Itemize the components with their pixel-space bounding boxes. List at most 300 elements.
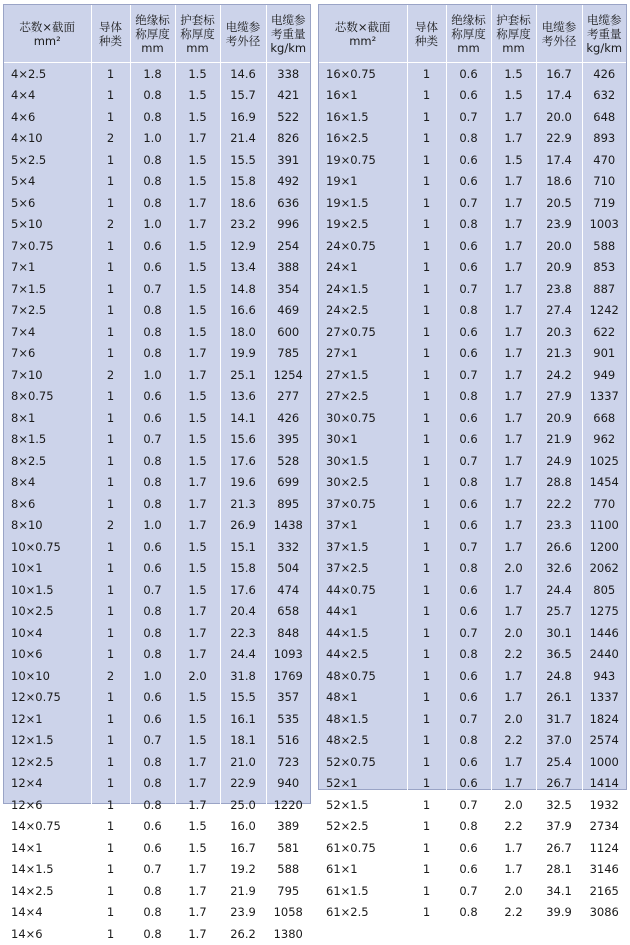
insulation-cell: 0.6 (446, 859, 491, 881)
spec-cell: 19×1 (319, 171, 407, 193)
spec-cell: 16×2.5 (319, 128, 407, 150)
conductor-cell: 1 (407, 773, 446, 795)
insulation-cell: 0.6 (130, 386, 175, 408)
conductor-cell: 1 (407, 364, 446, 386)
spec-cell: 37×1.5 (319, 536, 407, 558)
weight-cell: 1000 (589, 754, 619, 769)
diameter-cell: 15.1 (220, 536, 266, 558)
diameter-cell: 16.7 (536, 63, 582, 85)
table-row (319, 880, 626, 902)
spec-cell: 10×10 (4, 665, 91, 687)
conductor-cell: 1 (407, 235, 446, 257)
weight-cell: 632 (593, 88, 616, 103)
sheath-cell: 1.7 (175, 128, 220, 150)
table-row (319, 751, 626, 773)
diameter-cell: 18.6 (220, 192, 266, 214)
diameter-cell: 23.3 (536, 515, 582, 537)
sheath-cell: 1.7 (491, 235, 536, 257)
spec-cell: 19×1.5 (319, 192, 407, 214)
weight-cell: 2165 (589, 883, 619, 898)
diameter-cell: 18.1 (220, 730, 266, 752)
sheath-cell: 2.0 (175, 665, 220, 687)
table-row (319, 536, 626, 558)
diameter-cell: 18.6 (536, 171, 582, 193)
conductor-cell: 1 (407, 321, 446, 343)
table-row (319, 493, 626, 515)
insulation-cell: 0.8 (446, 214, 491, 236)
weight-cell: 940 (277, 776, 300, 791)
table-row (319, 708, 626, 730)
weight-cell: 996 (277, 217, 300, 232)
sheath-cell: 1.7 (491, 601, 536, 623)
insulation-cell: 0.8 (446, 558, 491, 580)
spec-cell: 27×1.5 (319, 364, 407, 386)
weight-cell: 1025 (589, 453, 619, 468)
spec-cell: 61×2.5 (319, 902, 407, 924)
spec-cell: 12×1.5 (4, 730, 91, 752)
weight-cell: 2734 (589, 819, 619, 834)
spec-cell: 5×10 (4, 214, 91, 236)
table-row (319, 128, 626, 150)
weight-cell: 1380 (273, 926, 303, 941)
conductor-cell: 1 (407, 622, 446, 644)
header-insulation: 绝缘标 称厚度 mm (130, 5, 175, 63)
insulation-cell: 0.6 (130, 407, 175, 429)
insulation-cell: 0.6 (446, 751, 491, 773)
table-row (319, 816, 626, 838)
conductor-cell: 1 (91, 687, 130, 709)
weight-cell: 2440 (589, 647, 619, 662)
weight-cell: 1242 (589, 303, 619, 318)
insulation-cell: 0.6 (446, 429, 491, 451)
spec-cell: 48×2.5 (319, 730, 407, 752)
spec-cell: 12×0.75 (4, 687, 91, 709)
conductor-cell: 1 (91, 63, 130, 85)
spec-cell: 10×2.5 (4, 601, 91, 623)
diameter-cell: 20.0 (536, 235, 582, 257)
insulation-cell: 1.0 (130, 665, 175, 687)
conductor-cell: 1 (91, 192, 130, 214)
conductor-cell: 1 (91, 902, 130, 924)
table-row (4, 128, 310, 150)
sheath-cell: 1.7 (491, 386, 536, 408)
diameter-cell: 22.2 (536, 493, 582, 515)
conductor-cell: 1 (91, 407, 130, 429)
spec-cell: 61×1 (319, 859, 407, 881)
weight-cell: 1824 (589, 711, 619, 726)
sheath-cell: 1.7 (175, 343, 220, 365)
insulation-cell: 0.8 (130, 751, 175, 773)
weight-cell: 848 (277, 625, 300, 640)
table-row (4, 558, 310, 580)
header-sheath: 护套标 称厚度 mm (491, 5, 536, 63)
sheath-cell: 1.5 (491, 149, 536, 171)
spec-cell: 48×0.75 (319, 665, 407, 687)
spec-cell: 8×6 (4, 493, 91, 515)
diameter-cell: 17.4 (536, 85, 582, 107)
weight-cell: 391 (277, 152, 300, 167)
spec-cell: 8×1 (4, 407, 91, 429)
weight-cell: 1769 (273, 668, 303, 683)
insulation-cell: 0.6 (446, 773, 491, 795)
insulation-cell: 0.8 (446, 816, 491, 838)
insulation-cell: 0.8 (130, 923, 175, 945)
sheath-cell: 2.2 (491, 730, 536, 752)
spec-cell: 30×1 (319, 429, 407, 451)
diameter-cell: 20.9 (536, 257, 582, 279)
spec-cell: 10×6 (4, 644, 91, 666)
weight-cell: 1200 (589, 539, 619, 554)
table-row (4, 794, 310, 816)
weight-cell: 1058 (273, 905, 303, 920)
sheath-cell: 1.7 (491, 192, 536, 214)
weight-cell: 1093 (273, 647, 303, 662)
spec-cell: 48×1.5 (319, 708, 407, 730)
sheath-cell: 1.7 (491, 472, 536, 494)
table-row (4, 687, 310, 709)
insulation-cell: 0.8 (130, 622, 175, 644)
weight-cell: 516 (277, 733, 300, 748)
conductor-cell: 1 (407, 558, 446, 580)
diameter-cell: 20.5 (536, 192, 582, 214)
weight-cell: 1124 (589, 840, 619, 855)
sheath-cell: 1.7 (491, 321, 536, 343)
diameter-cell: 32.6 (536, 558, 582, 580)
diameter-cell: 27.9 (536, 386, 582, 408)
weight-cell: 1438 (273, 518, 303, 533)
header-spec: 芯数×截面 mm² (4, 5, 91, 63)
sheath-cell: 1.7 (491, 407, 536, 429)
sheath-cell: 1.7 (175, 192, 220, 214)
conductor-cell: 1 (91, 472, 130, 494)
sheath-cell: 2.2 (491, 816, 536, 838)
table-row (319, 794, 626, 816)
conductor-cell: 1 (91, 923, 130, 945)
weight-cell: 426 (277, 410, 300, 425)
table-row (4, 601, 310, 623)
insulation-cell: 0.6 (446, 837, 491, 859)
spec-cell: 7×6 (4, 343, 91, 365)
table-row (319, 278, 626, 300)
header-row (319, 5, 626, 63)
conductor-cell: 1 (91, 773, 130, 795)
insulation-cell: 0.7 (446, 364, 491, 386)
weight-cell: 1337 (589, 389, 619, 404)
sheath-cell: 2.0 (491, 622, 536, 644)
insulation-cell: 0.7 (446, 794, 491, 816)
weight-cell: 943 (593, 668, 616, 683)
insulation-cell: 0.6 (130, 536, 175, 558)
insulation-cell: 0.8 (130, 493, 175, 515)
diameter-cell: 23.9 (536, 214, 582, 236)
diameter-cell: 22.3 (220, 622, 266, 644)
conductor-cell: 1 (407, 300, 446, 322)
sheath-cell: 1.7 (175, 859, 220, 881)
sheath-cell: 1.7 (175, 364, 220, 386)
conductor-cell: 1 (407, 859, 446, 881)
table-row (4, 816, 310, 838)
weight-cell: 588 (277, 862, 300, 877)
conductor-cell: 2 (91, 364, 130, 386)
sheath-cell: 1.7 (175, 751, 220, 773)
diameter-cell: 18.0 (220, 321, 266, 343)
weight-cell: 395 (277, 432, 300, 447)
insulation-cell: 0.8 (446, 730, 491, 752)
diameter-cell: 17.4 (536, 149, 582, 171)
spec-cell: 4×2.5 (4, 63, 91, 85)
table-row (319, 687, 626, 709)
insulation-cell: 0.8 (130, 85, 175, 107)
conductor-cell: 2 (91, 515, 130, 537)
weight-cell: 338 (277, 66, 300, 81)
diameter-cell: 26.1 (536, 687, 582, 709)
insulation-cell: 0.8 (130, 192, 175, 214)
conductor-cell: 1 (91, 859, 130, 881)
spec-cell: 44×1.5 (319, 622, 407, 644)
insulation-cell: 1.0 (130, 515, 175, 537)
conductor-cell: 1 (407, 407, 446, 429)
diameter-cell: 31.7 (536, 708, 582, 730)
header-diameter: 电缆参 考外径 (536, 5, 582, 63)
diameter-cell: 14.8 (220, 278, 266, 300)
diameter-cell: 23.9 (220, 902, 266, 924)
left-table-body (4, 63, 310, 945)
insulation-cell: 0.6 (446, 63, 491, 85)
diameter-cell: 22.9 (536, 128, 582, 150)
spec-cell: 10×1 (4, 558, 91, 580)
insulation-cell: 0.7 (130, 579, 175, 601)
table-row (319, 622, 626, 644)
weight-cell: 770 (593, 496, 616, 511)
header-spec: 芯数×截面 mm² (319, 5, 407, 63)
conductor-cell: 1 (407, 665, 446, 687)
diameter-cell: 16.6 (220, 300, 266, 322)
weight-cell: 710 (593, 174, 616, 189)
weight-cell: 426 (593, 66, 616, 81)
table-row (319, 257, 626, 279)
sheath-cell: 1.5 (175, 816, 220, 838)
header-conductor: 导体 种类 (407, 5, 446, 63)
diameter-cell: 19.6 (220, 472, 266, 494)
insulation-cell: 0.7 (130, 859, 175, 881)
diameter-cell: 17.6 (220, 579, 266, 601)
weight-cell: 893 (593, 131, 616, 146)
left-spec-table (4, 5, 310, 945)
conductor-cell: 1 (407, 837, 446, 859)
sheath-cell: 1.5 (175, 708, 220, 730)
weight-cell: 901 (593, 346, 616, 361)
sheath-cell: 1.5 (491, 85, 536, 107)
conductor-cell: 1 (407, 278, 446, 300)
weight-cell: 588 (593, 238, 616, 253)
diameter-cell: 13.6 (220, 386, 266, 408)
table-row (319, 665, 626, 687)
table-row (4, 880, 310, 902)
spec-cell: 14×4 (4, 902, 91, 924)
table-row (4, 472, 310, 494)
sheath-cell: 1.7 (491, 493, 536, 515)
table-row (4, 407, 310, 429)
table-row (319, 773, 626, 795)
insulation-cell: 0.6 (446, 257, 491, 279)
spec-cell: 16×1 (319, 85, 407, 107)
weight-cell: 622 (593, 324, 616, 339)
insulation-cell: 0.6 (130, 687, 175, 709)
table-row (4, 644, 310, 666)
spec-cell: 10×4 (4, 622, 91, 644)
sheath-cell: 1.7 (491, 450, 536, 472)
conductor-cell: 1 (407, 708, 446, 730)
spec-cell: 14×0.75 (4, 816, 91, 838)
diameter-cell: 14.1 (220, 407, 266, 429)
insulation-cell: 0.7 (446, 622, 491, 644)
table-row (4, 364, 310, 386)
sheath-cell: 1.7 (175, 515, 220, 537)
weight-cell: 1454 (589, 475, 619, 490)
insulation-cell: 0.6 (446, 515, 491, 537)
table-row (4, 773, 310, 795)
diameter-cell: 20.3 (536, 321, 582, 343)
spec-cell: 7×1 (4, 257, 91, 279)
table-row (4, 450, 310, 472)
sheath-cell: 1.5 (175, 321, 220, 343)
spec-cell: 24×2.5 (319, 300, 407, 322)
sheath-cell: 1.7 (491, 300, 536, 322)
weight-cell: 277 (277, 389, 300, 404)
weight-cell: 600 (277, 324, 300, 339)
conductor-cell: 1 (407, 257, 446, 279)
sheath-cell: 1.7 (175, 644, 220, 666)
sheath-cell: 1.7 (491, 364, 536, 386)
spec-cell: 27×2.5 (319, 386, 407, 408)
weight-cell: 699 (277, 475, 300, 490)
table-row (319, 321, 626, 343)
spec-cell: 37×0.75 (319, 493, 407, 515)
table-row (319, 343, 626, 365)
weight-cell: 795 (277, 883, 300, 898)
insulation-cell: 0.8 (130, 472, 175, 494)
conductor-cell: 1 (91, 386, 130, 408)
right-spec-table (319, 5, 626, 923)
weight-cell: 719 (593, 195, 616, 210)
diameter-cell: 25.4 (536, 751, 582, 773)
conductor-cell: 1 (91, 837, 130, 859)
table-row (319, 149, 626, 171)
sheath-cell: 1.5 (175, 407, 220, 429)
table-row (319, 214, 626, 236)
diameter-cell: 15.8 (220, 558, 266, 580)
sheath-cell: 1.7 (491, 859, 536, 881)
diameter-cell: 30.1 (536, 622, 582, 644)
table-row (319, 472, 626, 494)
table-row (319, 515, 626, 537)
weight-cell: 2574 (589, 733, 619, 748)
sheath-cell: 1.5 (175, 558, 220, 580)
spec-cell: 16×0.75 (319, 63, 407, 85)
weight-cell: 1220 (273, 797, 303, 812)
diameter-cell: 14.6 (220, 63, 266, 85)
diameter-cell: 23.8 (536, 278, 582, 300)
weight-cell: 581 (277, 840, 300, 855)
insulation-cell: 0.7 (446, 536, 491, 558)
sheath-cell: 2.2 (491, 902, 536, 924)
table-row (319, 106, 626, 128)
header-insulation: 绝缘标 称厚度 mm (446, 5, 491, 63)
spec-cell: 10×0.75 (4, 536, 91, 558)
sheath-cell: 1.5 (175, 278, 220, 300)
weight-cell: 528 (277, 453, 300, 468)
sheath-cell: 2.0 (491, 880, 536, 902)
diameter-cell: 15.6 (220, 429, 266, 451)
diameter-cell: 37.9 (536, 816, 582, 838)
insulation-cell: 0.8 (446, 300, 491, 322)
insulation-cell: 0.6 (130, 708, 175, 730)
conductor-cell: 1 (91, 278, 130, 300)
sheath-cell: 1.7 (491, 278, 536, 300)
spec-cell: 14×1.5 (4, 859, 91, 881)
header-sheath: 护套标 称厚度 mm (175, 5, 220, 63)
spec-cell: 12×4 (4, 773, 91, 795)
sheath-cell: 2.0 (491, 708, 536, 730)
conductor-cell: 1 (407, 472, 446, 494)
conductor-cell: 2 (91, 214, 130, 236)
conductor-cell: 1 (407, 386, 446, 408)
table-row (4, 751, 310, 773)
table-row (4, 192, 310, 214)
diameter-cell: 27.4 (536, 300, 582, 322)
weight-cell: 492 (277, 174, 300, 189)
insulation-cell: 0.7 (130, 730, 175, 752)
sheath-cell: 1.5 (175, 257, 220, 279)
sheath-cell: 1.5 (175, 106, 220, 128)
conductor-cell: 1 (407, 85, 446, 107)
weight-cell: 354 (277, 281, 300, 296)
spec-cell: 12×2.5 (4, 751, 91, 773)
table-row (4, 171, 310, 193)
table-row (4, 536, 310, 558)
table-row (319, 558, 626, 580)
spec-cell: 10×1.5 (4, 579, 91, 601)
diameter-cell: 20.9 (536, 407, 582, 429)
diameter-cell: 28.1 (536, 859, 582, 881)
spec-cell: 7×10 (4, 364, 91, 386)
insulation-cell: 0.7 (446, 880, 491, 902)
diameter-cell: 26.6 (536, 536, 582, 558)
diameter-cell: 26.2 (220, 923, 266, 945)
sheath-cell: 1.7 (175, 880, 220, 902)
sheath-cell: 1.5 (175, 450, 220, 472)
insulation-cell: 0.8 (130, 880, 175, 902)
diameter-cell: 16.1 (220, 708, 266, 730)
conductor-cell: 1 (91, 536, 130, 558)
diameter-cell: 15.8 (220, 171, 266, 193)
table-row (4, 837, 310, 859)
spec-cell: 8×2.5 (4, 450, 91, 472)
weight-cell: 522 (277, 109, 300, 124)
insulation-cell: 0.7 (130, 278, 175, 300)
weight-cell: 3086 (589, 905, 619, 920)
diameter-cell: 12.9 (220, 235, 266, 257)
table-row (4, 923, 310, 945)
table-row (4, 622, 310, 644)
weight-cell: 887 (593, 281, 616, 296)
weight-cell: 648 (593, 109, 616, 124)
weight-cell: 949 (593, 367, 616, 382)
conductor-cell: 1 (91, 558, 130, 580)
weight-cell: 1275 (589, 604, 619, 619)
weight-cell: 723 (277, 754, 300, 769)
insulation-cell: 0.6 (446, 579, 491, 601)
